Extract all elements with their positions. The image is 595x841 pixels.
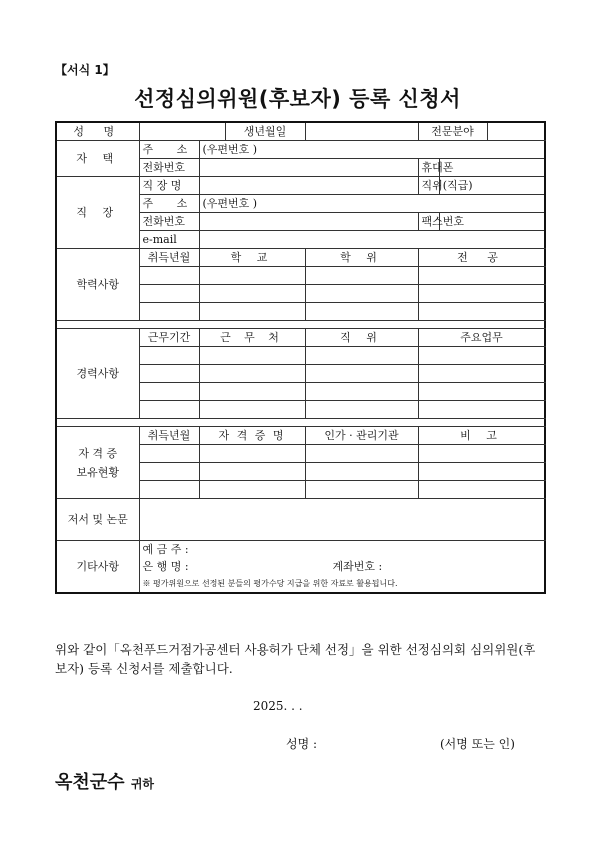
birth-label: 생년월일 [225, 122, 305, 141]
etc-label: 기타사항 [56, 541, 139, 594]
company-input[interactable] [199, 177, 418, 195]
cell[interactable] [199, 383, 305, 401]
cell[interactable] [305, 463, 418, 481]
cell[interactable] [305, 347, 418, 365]
depositor-field[interactable]: 예 금 주 : [142, 543, 189, 556]
cell[interactable] [305, 383, 418, 401]
work-address-input[interactable]: (우편번호 ) [199, 195, 545, 213]
name-row [56, 122, 545, 141]
work-phone-input[interactable] [199, 213, 418, 231]
work-phone-label: 전화번호 [139, 213, 199, 231]
cell[interactable] [139, 285, 199, 303]
email-input[interactable] [199, 231, 545, 249]
etc-content [139, 541, 545, 594]
license-header-remarks: 비 고 [418, 427, 545, 445]
education-header-date: 취득년월 [139, 249, 199, 267]
addressee-name: 옥천군수 [55, 772, 125, 793]
document-title: 선정심의위원(후보자) 등록 신청서 [134, 87, 461, 111]
publications-input[interactable] [139, 499, 545, 541]
education-header-major: 전 공 [418, 249, 545, 267]
cell[interactable] [139, 401, 199, 419]
addressee-honorific: 귀하 [130, 777, 155, 791]
addressee [55, 768, 154, 794]
cell[interactable] [139, 481, 199, 499]
career-header-workplace: 근 무 처 [199, 329, 305, 347]
cell[interactable] [199, 401, 305, 419]
publications-label: 저서 및 논문 [56, 499, 139, 541]
cell[interactable] [305, 481, 418, 499]
cell[interactable] [139, 303, 199, 321]
education-section-label: 학력사항 [56, 249, 139, 321]
cell[interactable] [139, 383, 199, 401]
education-header-degree: 학 위 [305, 249, 418, 267]
submission-date[interactable]: 2025. . . [253, 699, 303, 713]
name-label: 성 명 [56, 122, 139, 141]
cell[interactable] [418, 401, 545, 419]
statement-text: 위와 같이「옥천푸드거점가공센터 사용허가 단체 선정」을 위한 선정심의회 심의위원(후보자) 등록 신청서를 제출합니다. [55, 642, 536, 676]
cell[interactable] [418, 285, 545, 303]
cell[interactable] [139, 267, 199, 285]
spacer [56, 321, 545, 329]
cell[interactable] [418, 463, 545, 481]
license-header-name: 자 격 증 명 [199, 427, 305, 445]
home-phone-input[interactable] [199, 159, 418, 177]
license-label-line1: 자 격 증 [78, 446, 118, 460]
cell[interactable] [305, 445, 418, 463]
cell[interactable] [418, 481, 545, 499]
signature-hint: (서명 또는 인) [440, 737, 515, 751]
home-phone-label: 전화번호 [139, 159, 199, 177]
birth-input[interactable] [305, 122, 418, 141]
cell[interactable] [305, 365, 418, 383]
cell[interactable] [199, 347, 305, 365]
cell[interactable] [139, 463, 199, 481]
cell[interactable] [199, 481, 305, 499]
home-address-input[interactable]: (우편번호 ) [199, 141, 545, 159]
cell[interactable] [199, 463, 305, 481]
cell[interactable] [418, 347, 545, 365]
work-address-label: 주 소 [139, 195, 199, 213]
cell[interactable] [199, 267, 305, 285]
career-header-period: 근무기간 [139, 329, 199, 347]
cell[interactable] [418, 267, 545, 285]
signature-label: 성명 : [286, 737, 318, 751]
spacer-row [56, 321, 545, 329]
cell[interactable] [139, 445, 199, 463]
work-section-label: 직 장 [56, 177, 139, 249]
license-label-line2: 보유현황 [76, 465, 119, 479]
education-header-school: 학 교 [199, 249, 305, 267]
career-header-duties: 주요업무 [418, 329, 545, 347]
home-section-label: 자 택 [56, 141, 139, 177]
career-header-position: 직 위 [305, 329, 418, 347]
cell[interactable] [139, 347, 199, 365]
cell[interactable] [305, 285, 418, 303]
cell[interactable] [199, 303, 305, 321]
mobile-input[interactable] [439, 159, 545, 177]
bank-field[interactable]: 은 행 명 : [142, 560, 189, 573]
name-input[interactable] [139, 122, 225, 141]
cell[interactable] [305, 267, 418, 285]
company-label: 직 장 명 [139, 177, 199, 195]
license-section-label [56, 427, 139, 499]
form-number-label: 【서식 1】 [55, 63, 115, 77]
cell[interactable] [305, 303, 418, 321]
email-label: e-mail [139, 231, 199, 249]
license-header-authority: 인가 · 관리기관 [305, 427, 418, 445]
cell[interactable] [199, 445, 305, 463]
payment-note: ※ 평가위원으로 선정된 분들의 평가수당 지급을 위한 자료로 활용됩니다. [142, 579, 398, 588]
cell[interactable] [305, 401, 418, 419]
application-form-table [55, 121, 546, 594]
account-field[interactable]: 계좌번호 : [332, 560, 383, 573]
field-label: 전문분야 [418, 122, 487, 141]
mobile-label: 휴대폰 [418, 159, 439, 177]
spacer [56, 419, 545, 427]
position-label: 직위(직급) [418, 177, 439, 195]
career-section-label: 경력사항 [56, 329, 139, 419]
cell[interactable] [418, 365, 545, 383]
cell[interactable] [139, 365, 199, 383]
cell[interactable] [418, 445, 545, 463]
cell[interactable] [418, 383, 545, 401]
license-header-date: 취득년월 [139, 427, 199, 445]
fax-label: 팩스번호 [418, 213, 439, 231]
field-input[interactable] [487, 122, 545, 141]
spacer-row [56, 419, 545, 427]
cell[interactable] [418, 303, 545, 321]
cell[interactable] [199, 285, 305, 303]
home-address-label: 주 소 [139, 141, 199, 159]
bank-account-line [143, 558, 542, 575]
cell[interactable] [199, 365, 305, 383]
